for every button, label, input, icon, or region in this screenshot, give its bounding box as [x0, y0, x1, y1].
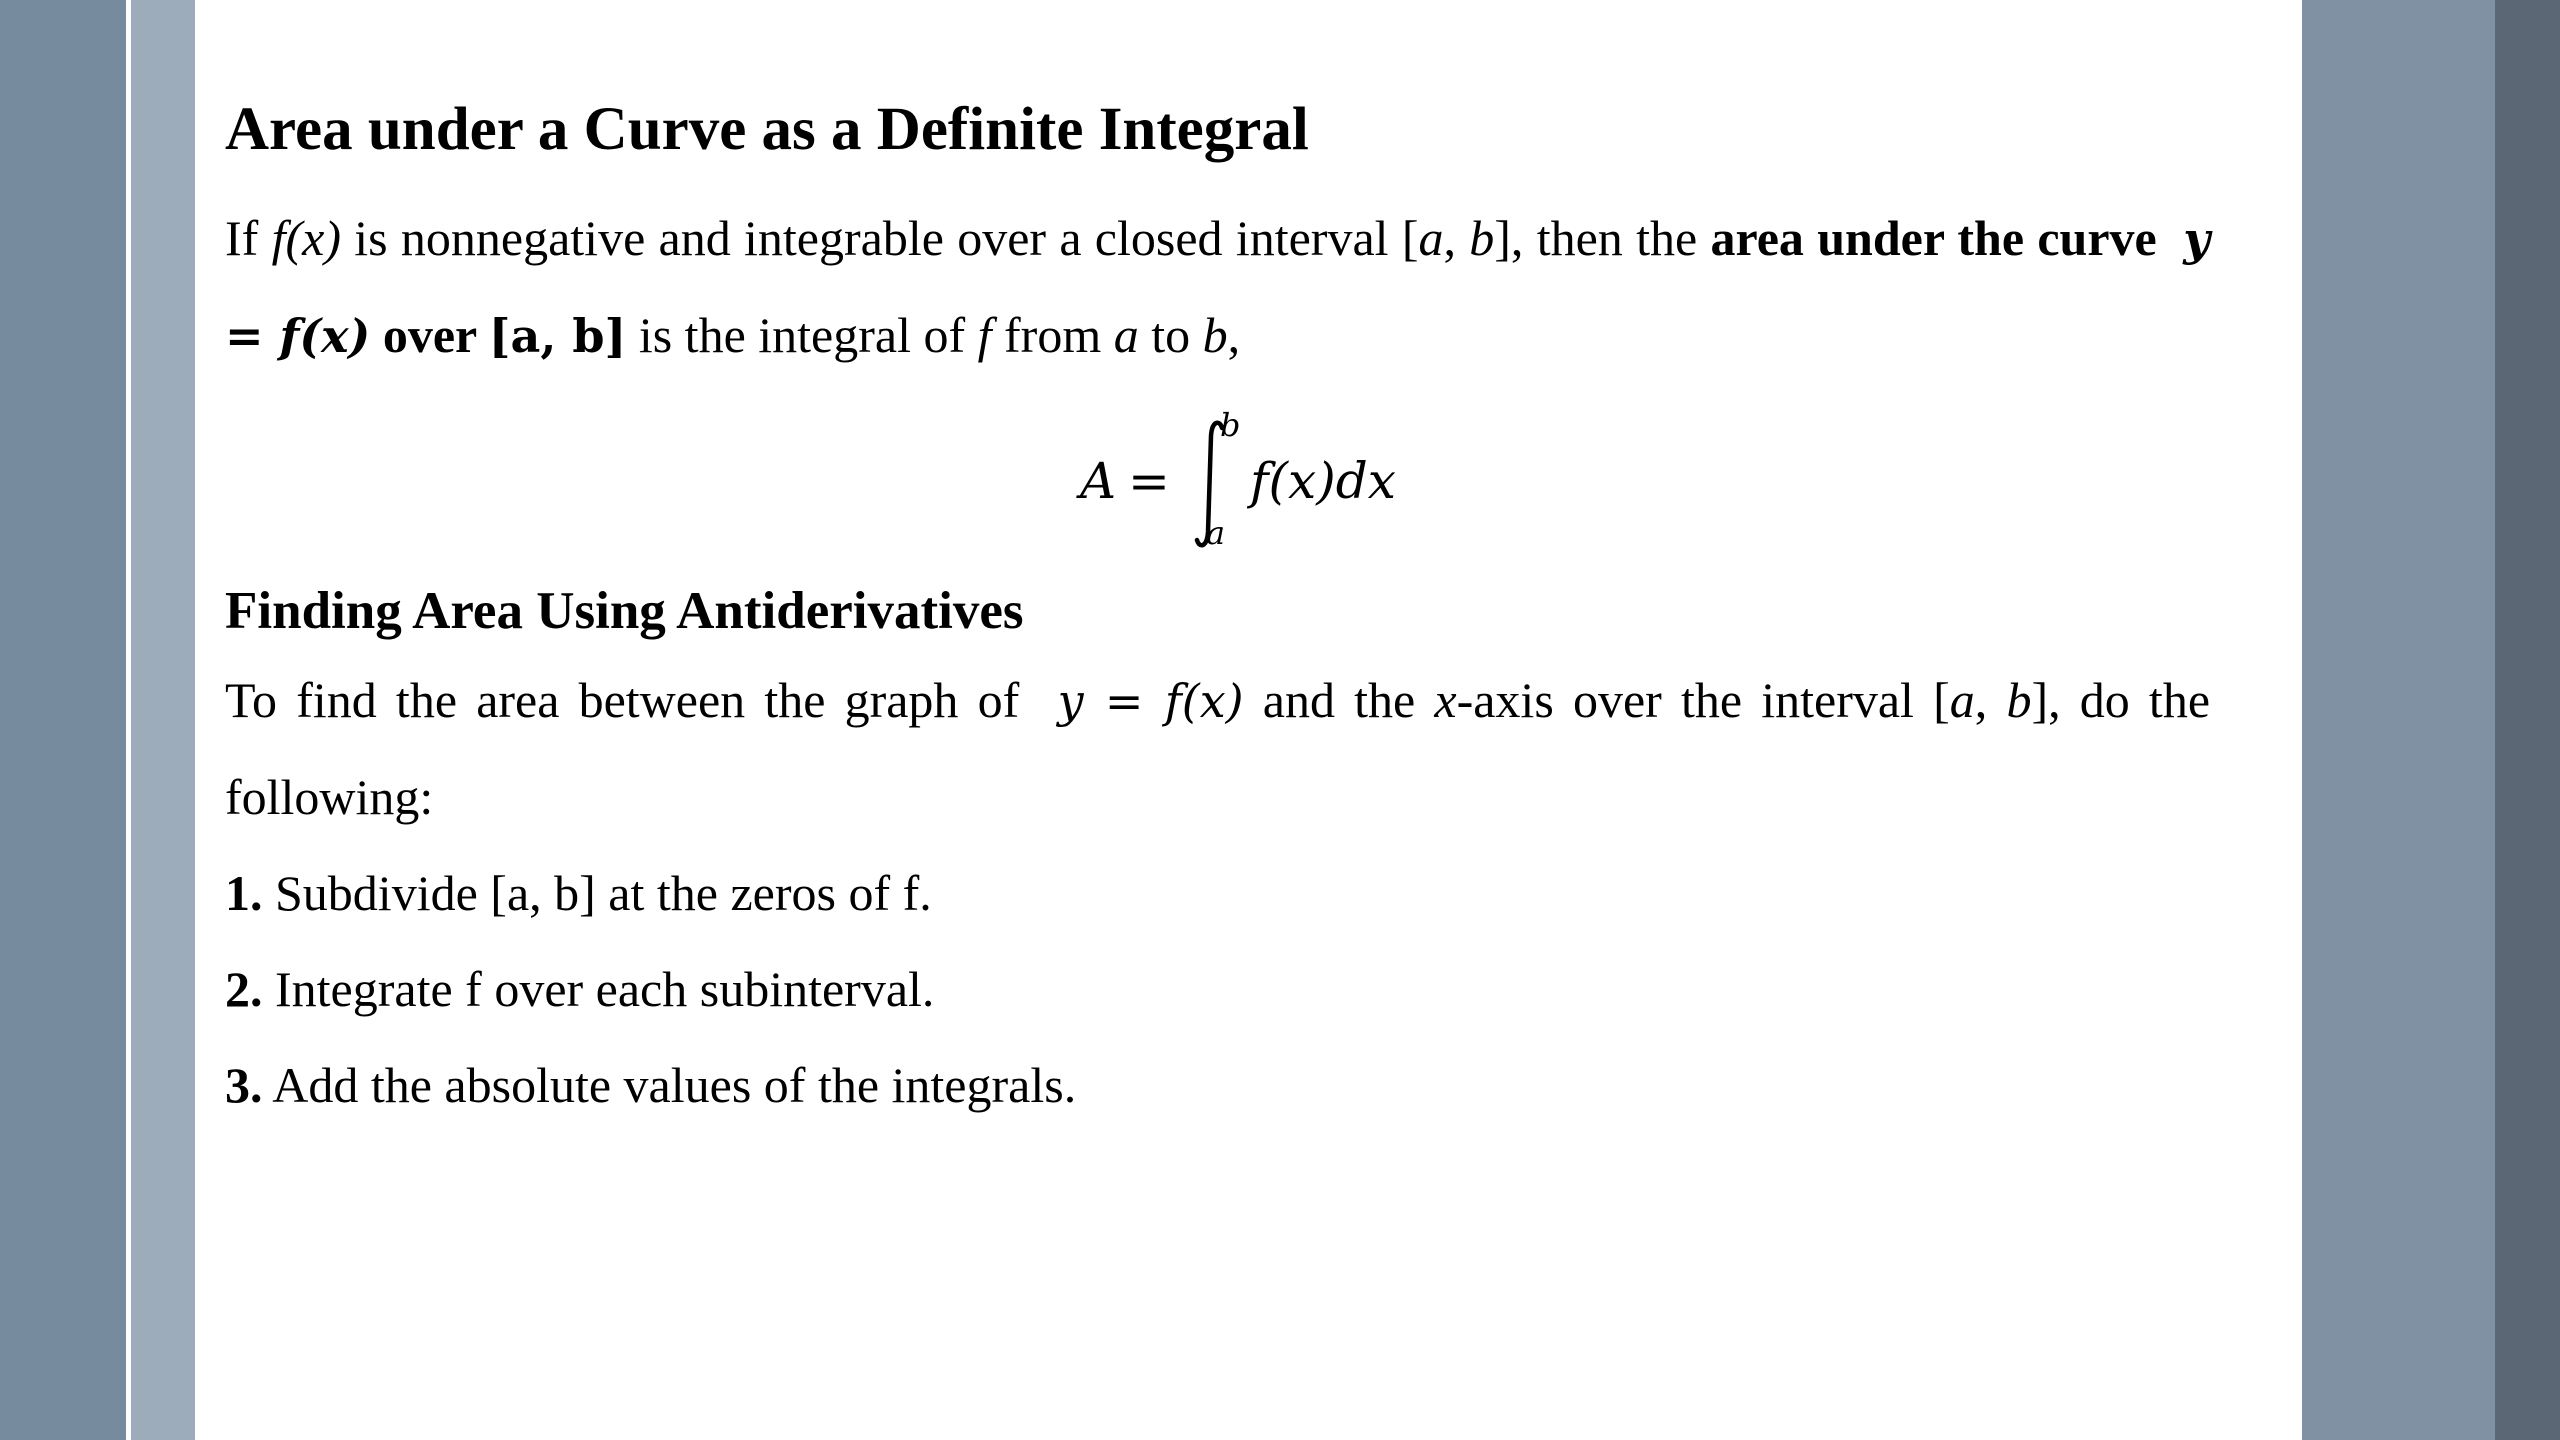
list-item	[225, 1037, 2210, 1133]
list-item	[225, 845, 2210, 941]
para1-fx: f(x)	[271, 210, 341, 266]
para1-text-4: is the integral of	[626, 307, 978, 363]
integral-formula	[225, 394, 2210, 564]
step-text: Subdivide [	[262, 865, 507, 921]
slide-title: Area under a Curve as a Definite Integral	[225, 96, 1309, 163]
para1-a: a	[1418, 210, 1444, 266]
step-text: .	[919, 865, 932, 921]
para2-math-equation: y = f(x)	[1057, 674, 1244, 728]
para1-text-7: ,	[1227, 307, 1241, 363]
para2-text-4: ], do the following:	[225, 672, 2211, 825]
formula-equals: =	[1128, 452, 1170, 510]
slide-content	[225, 90, 2210, 1133]
para1-b: b	[1469, 210, 1495, 266]
definition-paragraph	[225, 190, 2210, 384]
formula-integrand: f(x)dx	[1250, 452, 1396, 510]
left-inner-band	[131, 0, 195, 1440]
para1-bold-over: over	[370, 307, 489, 363]
formula-upper-limit: b	[1220, 406, 1241, 444]
para2-text-3: -axis over the interval [	[1456, 672, 1950, 728]
section-subtitle: Finding Area Using Antiderivatives	[225, 582, 1024, 640]
left-border-band	[0, 0, 126, 1440]
step-text: ] at the zeros of	[579, 865, 903, 921]
para1-text-5: from	[991, 307, 1114, 363]
steps-list	[225, 845, 2210, 1133]
para2-text-2: and the	[1243, 672, 1435, 728]
para1-b2: b	[1202, 307, 1228, 363]
list-item	[225, 941, 2210, 1037]
para1-text-2: is nonnegative and integrable over a closed interval [	[340, 210, 1419, 266]
para2-x: x	[1434, 672, 1457, 728]
step-comma: ,	[529, 865, 555, 921]
para1-bold-term: area under the curve	[1710, 210, 2157, 266]
step-text: over each subinterval.	[481, 961, 935, 1017]
step-text: Integrate	[262, 961, 466, 1017]
para2-comma: ,	[1974, 672, 2007, 728]
method-paragraph	[225, 652, 2210, 845]
right-border-band	[2495, 0, 2560, 1440]
step-number: 1.	[225, 865, 263, 921]
step-var-b: b	[554, 865, 580, 921]
para1-comma: ,	[1443, 210, 1470, 266]
para2-b: b	[2006, 672, 2032, 728]
step-text: Add the absolute values of the integrals.	[262, 1057, 1077, 1113]
para1-text-1: If	[225, 210, 272, 266]
formula-lower-limit: a	[1206, 514, 1226, 552]
para1-bold-interval: [a, b]	[488, 309, 627, 363]
step-number: 2.	[225, 961, 263, 1017]
para2-text-1: To find the area between the graph of	[225, 672, 1039, 728]
para1-text-3: ], then the	[1494, 210, 1711, 266]
step-var-f: f	[902, 865, 920, 921]
step-var-f: f	[465, 961, 482, 1017]
formula-body	[1080, 406, 1480, 554]
para1-text-6: to	[1138, 307, 1203, 363]
para1-math-equation: y = f(x)	[225, 212, 2211, 363]
step-var-a: a	[506, 865, 530, 921]
step-number: 3.	[225, 1057, 263, 1113]
right-inner-band	[2302, 0, 2495, 1440]
formula-lhs: A	[1080, 452, 1117, 510]
para2-a: a	[1949, 672, 1975, 728]
para1-a2: a	[1113, 307, 1139, 363]
para1-f: f	[977, 307, 992, 363]
slide	[195, 0, 2302, 1440]
